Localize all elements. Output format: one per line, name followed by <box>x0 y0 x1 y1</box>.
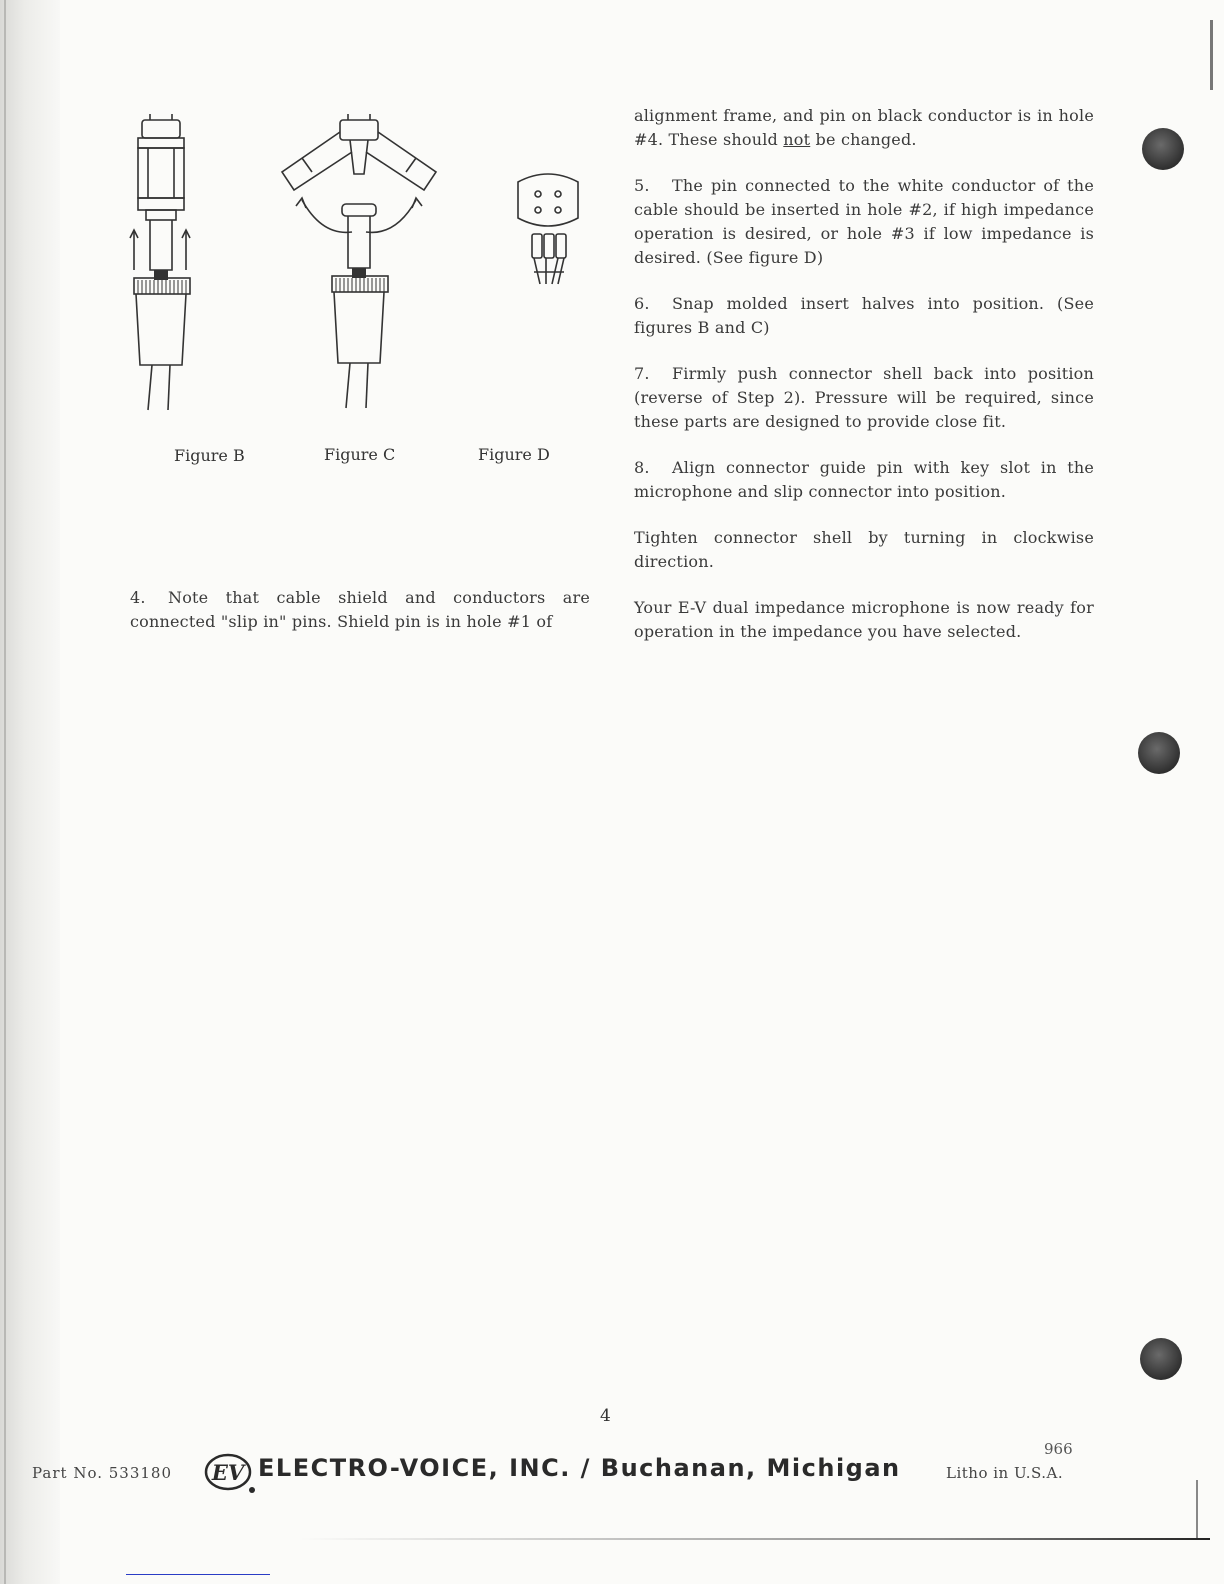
continued-text-end: be changed. <box>815 130 917 149</box>
blue-underline-mark <box>126 1574 270 1575</box>
step-number: 6. <box>634 294 650 313</box>
step-4 <box>130 586 590 634</box>
right-column <box>634 104 1094 666</box>
paragraph-continued <box>634 104 1094 152</box>
step-number: 8. <box>634 458 650 477</box>
page-number: 4 <box>600 1406 611 1426</box>
scan-edge-left <box>4 0 6 1584</box>
ev-logo-icon <box>202 1450 258 1494</box>
left-column <box>130 586 590 656</box>
ready-paragraph: Your E-V dual impedance microphone is now ready for operation in the impedance you have selected. <box>634 598 1094 641</box>
step-text: Note that cable shield and conductors are connected "slip in" pins. Shield pin is in hole #1 of <box>130 588 590 631</box>
bottom-scan-rule <box>300 1538 1210 1540</box>
step-text: The pin connected to the white conductor of the cable should be inserted in hole #2, if high impedance operation is desired, or hole #3 if low impedance is desired. (See figure D) <box>634 176 1094 267</box>
figure-c-caption: Figure C <box>324 445 396 464</box>
figure-b-illustration <box>120 110 220 420</box>
scan-shadow-left <box>0 0 60 1584</box>
litho-note: Litho in U.S.A. <box>946 1464 1064 1482</box>
underlined-word: not <box>783 130 811 149</box>
step-8 <box>634 456 1094 504</box>
punch-hole-middle <box>1138 732 1180 774</box>
step-text: Snap molded insert halves into position. (See figures B and C) <box>634 294 1094 337</box>
figure-d-caption: Figure D <box>478 445 550 464</box>
footer <box>0 1440 1224 1500</box>
step-number: 5. <box>634 176 650 195</box>
part-number: Part No. 533180 <box>32 1464 173 1482</box>
logo-text: EV <box>211 1460 245 1485</box>
scan-mark-right <box>1210 20 1213 90</box>
company-name: ELECTRO-VOICE, INC. / Buchanan, Michigan <box>258 1454 901 1482</box>
figure-c-illustration <box>262 108 462 418</box>
punch-hole-top <box>1142 128 1184 170</box>
print-code: 966 <box>1044 1440 1073 1458</box>
step-6 <box>634 292 1094 340</box>
figure-b-caption: Figure B <box>174 446 245 465</box>
step-5 <box>634 174 1094 270</box>
tighten-paragraph: Tighten connector shell by turning in clockwise direction. <box>634 528 1094 571</box>
figure-d-illustration <box>510 168 590 298</box>
continued-text: alignment frame, and pin on black conductor is in hole #4. These should <box>634 106 1094 149</box>
step-text: Firmly push connector shell back into position (reverse of Step 2). Pressure will be required, since these parts are designed to provide close fit. <box>634 364 1094 431</box>
step-number: 7. <box>634 364 650 383</box>
punch-hole-bottom <box>1140 1338 1182 1380</box>
step-7 <box>634 362 1094 434</box>
step-text: Align connector guide pin with key slot in the microphone and slip connector into position. <box>634 458 1094 501</box>
step-number: 4. <box>130 588 146 607</box>
